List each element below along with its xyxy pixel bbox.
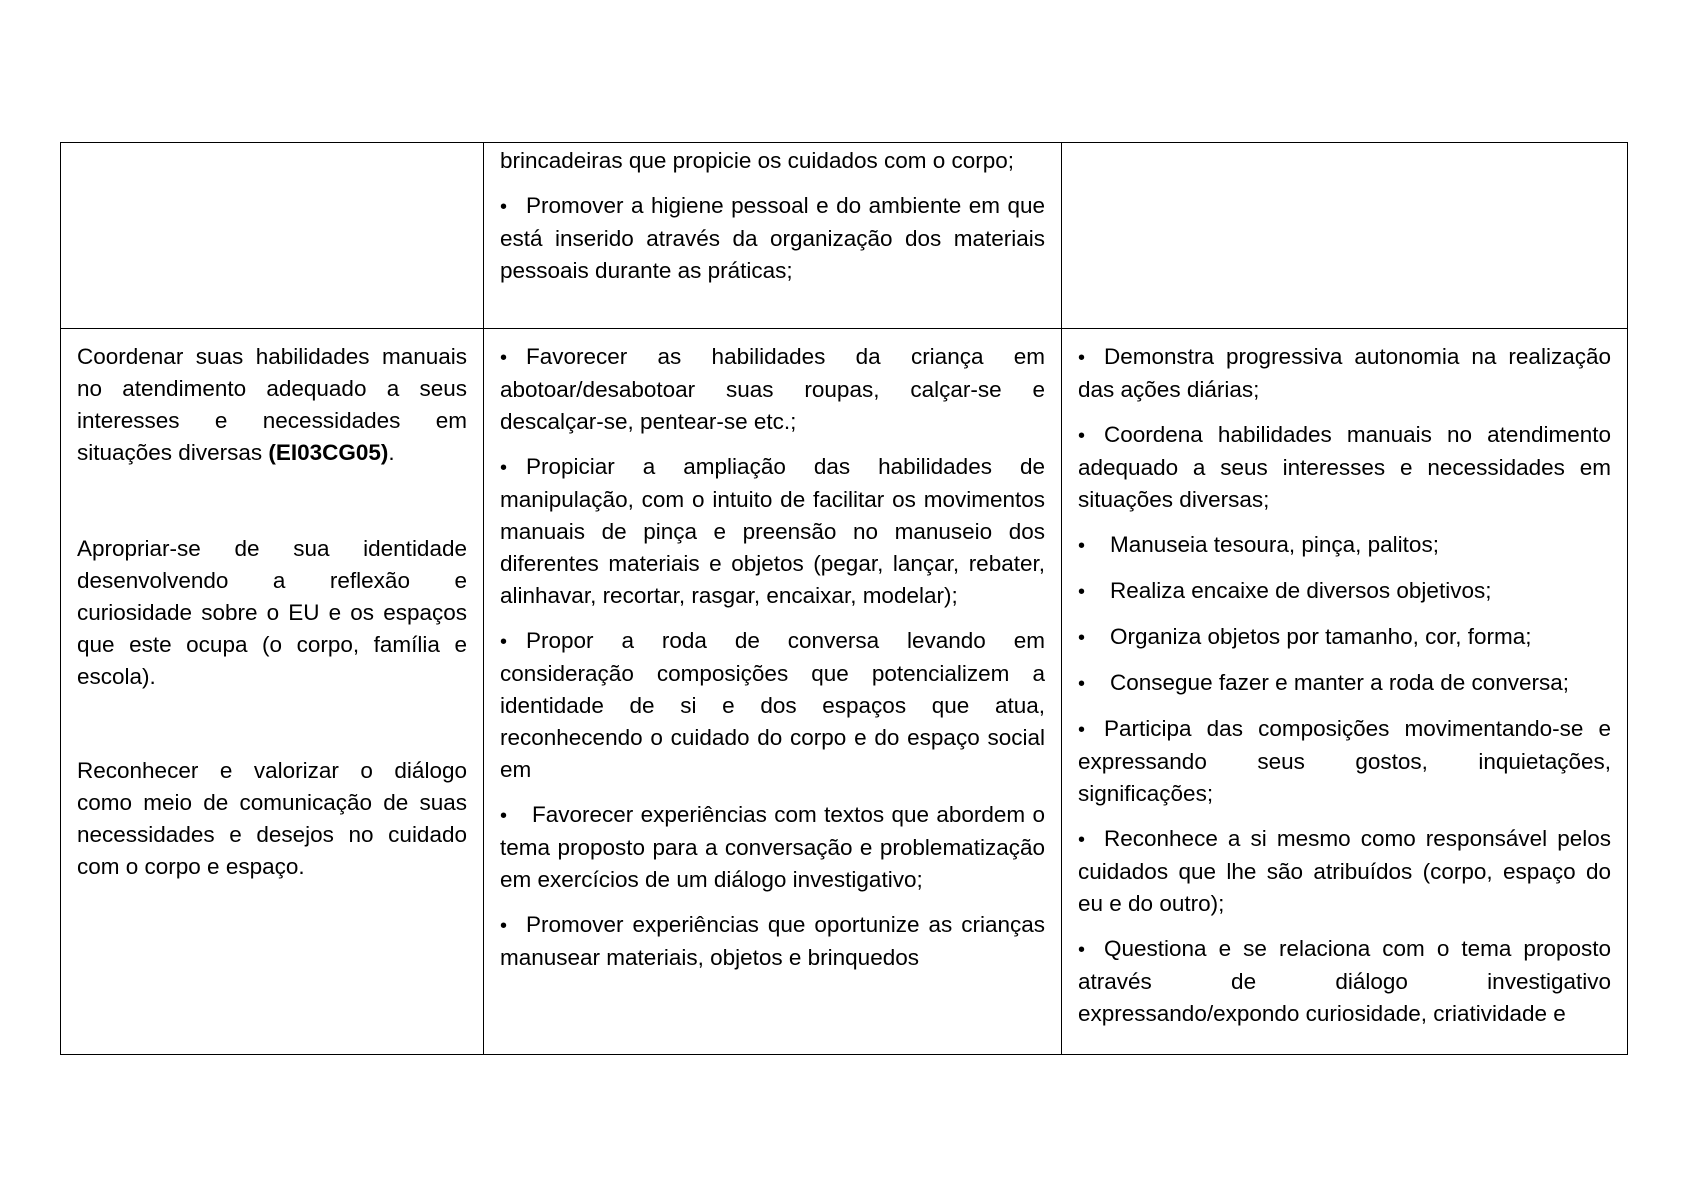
evaluation-bullet-item xyxy=(1078,667,1611,700)
bullet-symbol: • xyxy=(1078,829,1086,851)
evaluation-bullet-item xyxy=(1078,823,1611,920)
strategy-bullet-item xyxy=(500,909,1045,974)
evaluation-text: Questiona e se relaciona com o tema proposto através de diálogo investigativo expressando/expondo curiosidade, criatividade e xyxy=(1078,936,1611,1026)
evaluation-bullet-item xyxy=(1078,713,1611,810)
bullet-symbol: • xyxy=(1078,719,1086,741)
evaluation-bullet-item xyxy=(1078,621,1611,654)
evaluation-bullet-item xyxy=(1078,419,1611,516)
evaluation-text: Reconhece a si mesmo como responsável pelos cuidados que lhe são atribuídos (corpo, espaço do eu e do outro); xyxy=(1078,826,1611,916)
bullet-symbol: • xyxy=(500,631,508,653)
bullet-symbol: • xyxy=(1078,627,1086,649)
objectives-cell-empty xyxy=(61,143,484,329)
objective-suffix: . xyxy=(388,440,395,465)
strategy-text: Propor a roda de conversa levando em consideração composições que potencializem a identidade de si e dos espaços que atua, reconhecendo o cuidado do corpo e do espaço social em xyxy=(500,628,1045,782)
evaluation-text: Demonstra progressiva autonomia na realização das ações diárias; xyxy=(1078,344,1611,402)
bullet-symbol: • xyxy=(1078,425,1086,447)
bullet-symbol: • xyxy=(500,196,508,218)
bullet-symbol: • xyxy=(1078,939,1086,961)
evaluation-cell xyxy=(1062,329,1628,1055)
objective-item xyxy=(77,533,467,693)
planning-table xyxy=(60,142,1628,1055)
bullet-symbol: • xyxy=(1078,673,1086,695)
strategy-text: Favorecer experiências com textos que abordem o tema proposto para a conversação e problematização em exercícios de um diálogo investigativo; xyxy=(500,802,1045,892)
evaluation-bullet-item xyxy=(1078,933,1611,1030)
bullet-symbol: • xyxy=(500,805,508,827)
bullet-symbol: • xyxy=(500,347,508,369)
strategy-bullet-item xyxy=(500,799,1045,896)
table-row-continuation xyxy=(61,143,1628,329)
evaluation-bullet-item xyxy=(1078,529,1611,562)
evaluation-cell-empty xyxy=(1062,143,1628,329)
strategies-cell xyxy=(484,329,1062,1055)
evaluation-text: Organiza objetos por tamanho, cor, forma; xyxy=(1110,624,1532,649)
bullet-symbol: • xyxy=(1078,347,1086,369)
bullet-symbol: • xyxy=(500,457,508,479)
objective-text: Apropriar-se de sua identidade desenvolvendo a reflexão e curiosidade sobre o EU e os espaços que este ocupa (o corpo, família e escola). xyxy=(77,536,467,689)
strategy-continued-text: brincadeiras que propicie os cuidados com o corpo; xyxy=(500,148,1015,173)
strategy-bullet-item xyxy=(500,625,1045,786)
strategy-text: Promover experiências que oportunize as crianças manusear materiais, objetos e brinquedos xyxy=(500,912,1045,970)
bullet-symbol: • xyxy=(1078,581,1086,603)
strategy-text: Favorecer as habilidades da criança em abotoar/desabotoar suas roupas, calçar-se e descalçar-se, pentear-se etc.; xyxy=(500,344,1045,434)
objective-item xyxy=(77,341,467,469)
evaluation-text: Realiza encaixe de diversos objetivos; xyxy=(1110,578,1492,603)
objective-text: Reconhecer e valorizar o diálogo como meio de comunicação de suas necessidades e desejos no cuidado com o corpo e espaço. xyxy=(77,758,467,879)
evaluation-text: Manuseia tesoura, pinça, palitos; xyxy=(1110,532,1439,557)
evaluation-text: Consegue fazer e manter a roda de conversa; xyxy=(1110,670,1570,695)
strategies-cell-continuation xyxy=(484,143,1062,329)
strategy-text: Promover a higiene pessoal e do ambiente em que está inserido através da organização dos materiais pessoais durante as práticas; xyxy=(500,193,1045,283)
objectives-cell xyxy=(61,329,484,1055)
evaluation-text: Participa das composições movimentando-se e expressando seus gostos, inquietações, significações; xyxy=(1078,716,1611,806)
evaluation-bullet-item xyxy=(1078,575,1611,608)
strategy-bullet-item xyxy=(500,190,1045,287)
strategy-text: Propiciar a ampliação das habilidades de manipulação, com o intuito de facilitar os movimentos manuais de pinça e preensão no manuseio dos diferentes materiais e objetos (pegar, lançar, rebater, alinhavar, recortar, rasgar, encaixar, modelar); xyxy=(500,454,1045,608)
evaluation-text: Coordena habilidades manuais no atendimento adequado a seus interesses e necessidades em situações diversas; xyxy=(1078,422,1611,512)
objective-text: Coordenar suas habilidades manuais no atendimento adequado a seus interesses e necessidades em situações diversas xyxy=(77,344,467,465)
bullet-symbol: • xyxy=(500,915,508,937)
table-row-main xyxy=(61,329,1628,1055)
strategy-bullet-item xyxy=(500,341,1045,438)
evaluation-bullet-item xyxy=(1078,341,1611,406)
objective-item xyxy=(77,755,467,883)
bullet-symbol: • xyxy=(1078,535,1086,557)
objective-code: (EI03CG05) xyxy=(268,440,389,465)
strategy-bullet-item xyxy=(500,451,1045,612)
